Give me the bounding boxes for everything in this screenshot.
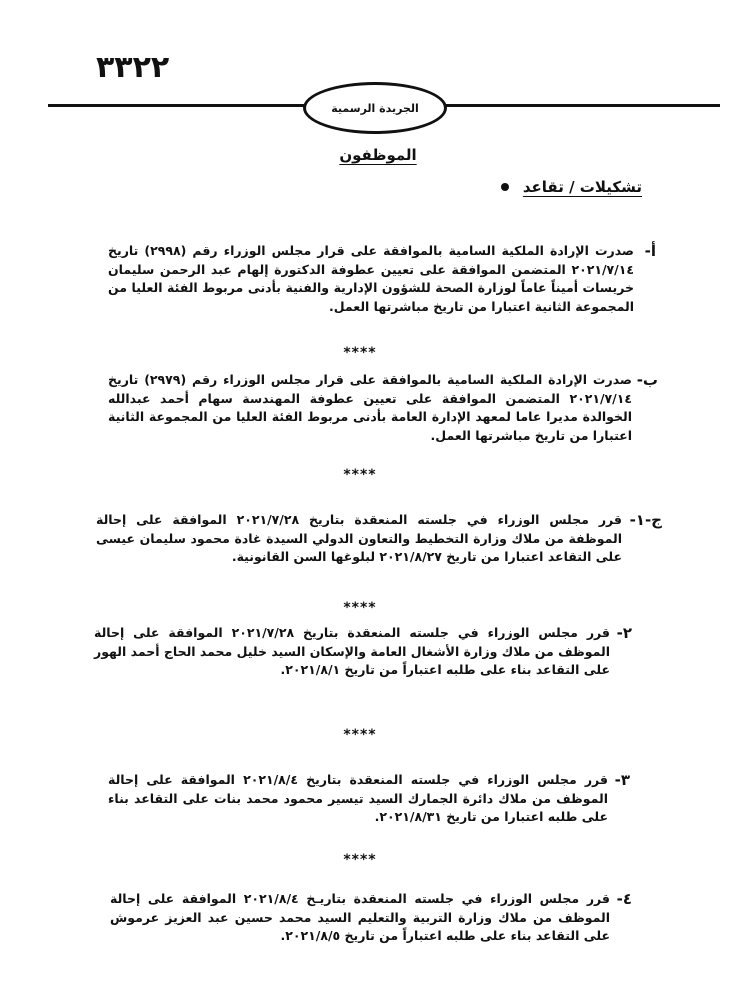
entry-marker: ج-١- <box>629 511 662 529</box>
gazette-name: الجريدة الرسمية <box>331 101 419 115</box>
entry-text: قرر مجلس الوزراء في جلسته المنعقدة بتاريخ ٢٠٢١/٧/٢٨ الموافقة على إحالة الموظفة من ملاك وزارة التخطيط والتعاون الدولي السيدة غادة محمود سليمان عيسى على التقاعد اعتبارا من تاريخ ٢٠٢١/٨/٢٧ لبلوغها السن القانونية. <box>96 512 622 564</box>
entry-c1 <box>96 511 662 567</box>
entry-text: صدرت الإرادة الملكية السامية بالموافقة على قرار مجلس الوزراء رقم (٢٩٧٩) تاريخ ٢٠٢١/٧/١٤ المتضمن الموافقة على تعيين عطوفة المهندسة سهام أحمد عبدالله الخوالدة مديرا عاما لمعهد الإدارة العامة بأدنى مربوط الفئة العليا من المجموعة الثانية اعتبارا من تاريخ مباشرتها العمل. <box>108 372 632 443</box>
separator: **** <box>343 467 377 483</box>
gazette-name-oval <box>303 82 447 134</box>
entry-marker: ٤- <box>616 890 632 908</box>
entry-3 <box>108 771 630 827</box>
entry-marker: أ- <box>644 242 656 260</box>
separator: **** <box>343 727 377 743</box>
entry-marker: ب- <box>636 371 658 389</box>
bullet-icon <box>501 183 509 191</box>
entry-a <box>108 242 656 316</box>
section-title: الموظفون <box>339 146 417 164</box>
subsection-title: تشكيلات / تقاعد <box>522 178 642 196</box>
page-number: ٣٣٢٢ <box>96 50 170 85</box>
separator: **** <box>343 600 377 616</box>
entry-2 <box>94 624 632 680</box>
entry-b <box>108 371 658 445</box>
separator: **** <box>343 852 377 868</box>
entry-text: قرر مجلس الوزراء في جلسته المنعقدة بتاريخ ٢٠٢١/٨/٤ الموافقة على إحالة الموظف من ملاك دائرة الجمارك السيد تيسير محمود محمد بنات على التقاعد بناء على طلبه اعتبارا من تاريخ ٢٠٢١/٨/٣١. <box>108 772 608 824</box>
entry-text: صدرت الإرادة الملكية السامية بالموافقة على قرار مجلس الوزراء رقم (٢٩٩٨) تاريخ ٢٠٢١/٧/١٤ المتضمن الموافقة على تعيين عطوفة الدكتورة إلهام عبد الرحمن سليمان خريسات أميناً عاماً لوزارة الصحة للشؤون الإدارية والفنية بأدنى مربوط الفئة العليا من المجموعة الثانية اعتبارا من تاريخ مباشرتها العمل. <box>108 243 634 314</box>
subsection-heading <box>501 178 642 196</box>
entry-text: قرر مجلس الوزراء في جلسته المنعقدة بتاريخ ٢٠٢١/٧/٢٨ الموافقة على إحالة الموظف من ملاك وزارة الأشغال العامة والإسكان السيد خليل محمد الحاج أحمد الهور على التقاعد بناء على طلبه اعتباراً من تاريخ ٢٠٢١/٨/١. <box>94 625 610 677</box>
entry-marker: ٣- <box>614 771 630 789</box>
entry-marker: ٢- <box>616 624 632 642</box>
entry-text: قرر مجلس الوزراء في جلسته المنعقدة بتاريـخ ٢٠٢١/٨/٤ الموافقة على إحالة الموظف من ملاك وزارة التربية والتعليم السيد محمد حسين عبد العزيز عرموش على التقاعد بناء على طلبه اعتباراً من تاريخ ٢٠٢١/٨/٥. <box>110 891 610 943</box>
entry-4 <box>110 890 632 946</box>
separator: **** <box>343 345 377 361</box>
